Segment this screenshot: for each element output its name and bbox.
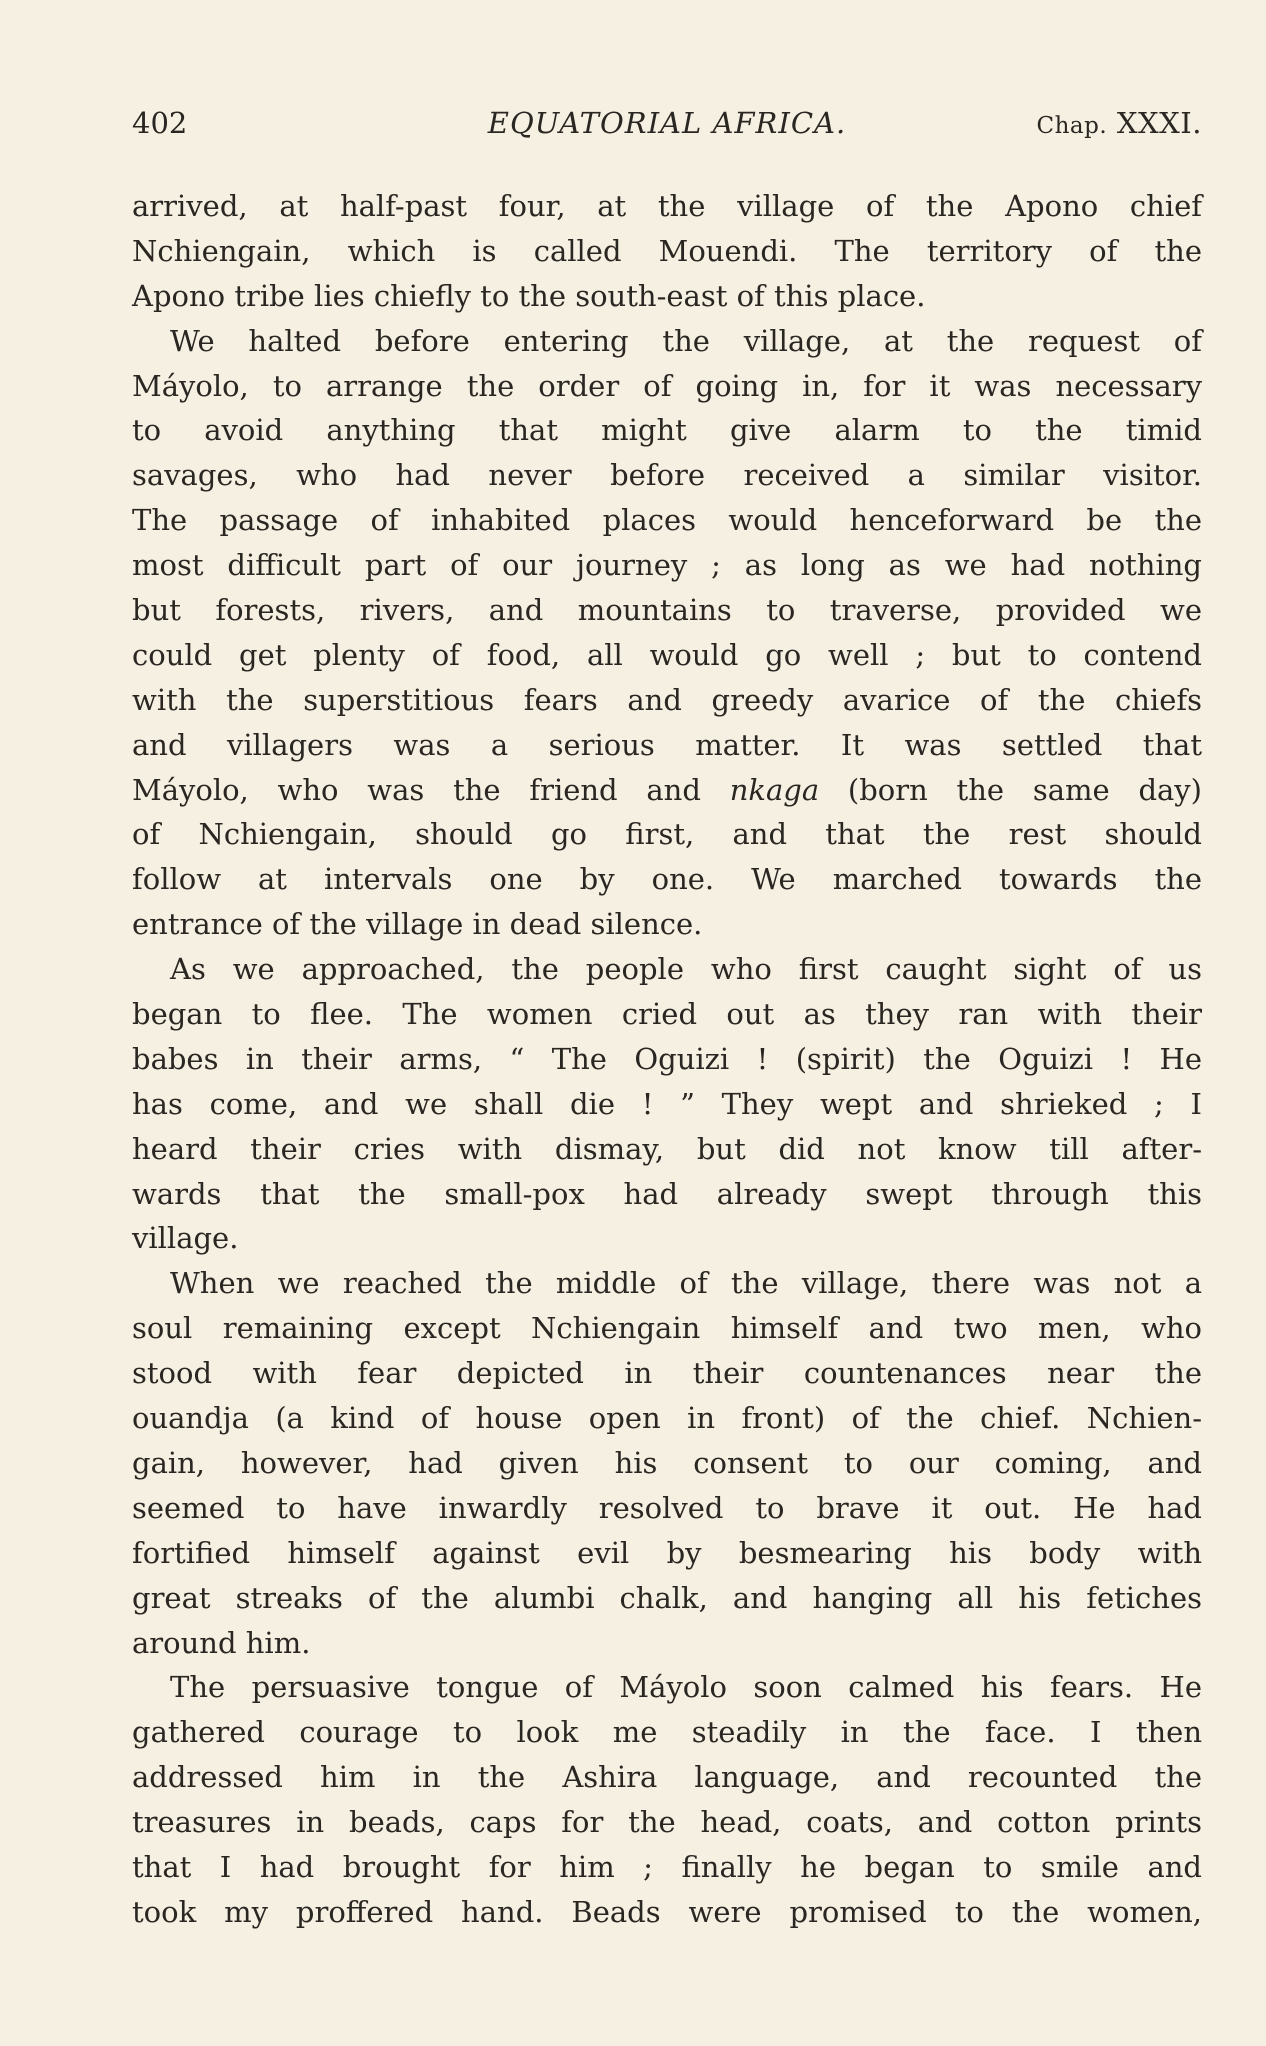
text-line: treasures in beads, caps for the head, coats, and cotton prints xyxy=(132,1805,1202,1840)
text-line: could get plenty of food, all would go well ; but to contend xyxy=(132,637,1202,672)
text-line: addressed him in the Ashira language, and recounted the xyxy=(132,1760,1202,1795)
text-line: of Nchiengain, should go first, and that the rest should xyxy=(132,817,1202,852)
running-header xyxy=(132,100,1202,160)
text-line: fortified himself against evil by besmearing his body with xyxy=(132,1535,1202,1570)
text-line-with-italic xyxy=(132,768,1202,813)
text-line: follow at intervals one by one. We marched towards the xyxy=(132,862,1202,897)
text-line: Máyolo, to arrange the order of going in, for it was necessary xyxy=(132,368,1202,403)
text-line: and villagers was a serious matter. It was settled that xyxy=(132,727,1202,762)
text-line: heard their cries with dismay, but did not know till after- xyxy=(132,1131,1202,1166)
text-line: soul remaining except Nchiengain himself and two men, who xyxy=(132,1311,1202,1346)
text-segment: Máyolo, who was the friend and xyxy=(132,772,730,807)
text-line: seemed to have inwardly resolved to brave it out. He had xyxy=(132,1490,1202,1525)
book-page xyxy=(132,100,1202,1935)
text-line: took my proffered hand. Beads were promised to the women, xyxy=(132,1894,1202,1929)
text-line: The passage of inhabited places would henceforward be the xyxy=(132,503,1202,538)
text-line: most difficult part of our journey ; as long as we had nothing xyxy=(132,548,1202,583)
body-text xyxy=(132,184,1202,1935)
text-line: village. xyxy=(132,1221,239,1256)
text-line: gain, however, had given his consent to our coming, and xyxy=(132,1445,1202,1480)
text-line: but forests, rivers, and mountains to traverse, provided we xyxy=(132,593,1202,628)
text-line: has come, and we shall die ! ” They wept and shrieked ; I xyxy=(132,1086,1202,1121)
text-line: with the superstitious fears and greedy avarice of the chiefs xyxy=(132,682,1202,717)
text-line: As we approached, the people who first caught sight of us xyxy=(170,952,1202,987)
text-line: The persuasive tongue of Máyolo soon calmed his fears. He xyxy=(170,1670,1202,1705)
text-line: stood with fear depicted in their countenances near the xyxy=(132,1356,1202,1391)
text-line: arrived, at half-past four, at the village of the Apono chief xyxy=(132,189,1202,223)
text-line: that I had brought for him ; finally he began to smile and xyxy=(132,1849,1202,1884)
text-segment: (born the same day) xyxy=(819,772,1202,807)
text-line: around him. xyxy=(132,1625,311,1660)
text-line: When we reached the middle of the village, there was not a xyxy=(170,1266,1202,1301)
text-line: gathered courage to look me steadily in the face. I then xyxy=(132,1715,1202,1750)
italic-term: nkaga xyxy=(729,772,820,807)
page-number: 402 xyxy=(132,106,188,140)
text-line: We halted before entering the village, at the request of xyxy=(170,323,1202,358)
text-line: wards that the small-pox had already swept through this xyxy=(132,1176,1202,1211)
running-title: EQUATORIAL AFRICA. xyxy=(487,106,847,140)
text-line: Apono tribe lies chiefly to the south-east of this place. xyxy=(132,278,926,313)
text-line: to avoid anything that might give alarm to the timid xyxy=(132,413,1202,448)
text-line: Nchiengain, which is called Mouendi. The territory of the xyxy=(132,233,1202,268)
text-line: babes in their arms, “ The Oguizi ! (spirit) the Oguizi ! He xyxy=(132,1041,1202,1076)
text-line: great streaks of the alumbi chalk, and hanging all his fetiches xyxy=(132,1580,1202,1615)
text-line: savages, who had never before received a similar visitor. xyxy=(132,458,1202,493)
text-line: ouandja (a kind of house open in front) of the chief. Nchien- xyxy=(132,1401,1202,1436)
text-line: entrance of the village in dead silence. xyxy=(132,907,703,942)
text-line: began to flee. The women cried out as they ran with their xyxy=(132,997,1202,1032)
chapter-word: Chap. xyxy=(1036,113,1108,139)
chapter-number: XXXI. xyxy=(1116,106,1202,140)
chapter-label xyxy=(1036,106,1202,140)
